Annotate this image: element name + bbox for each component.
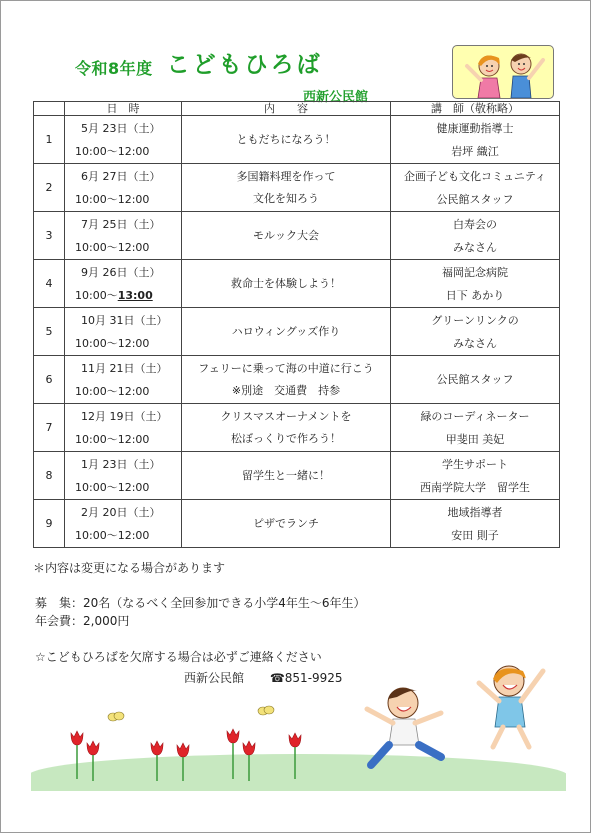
session-date: 11月 21日（土） <box>81 361 168 375</box>
session-date: 9月 26日（土） <box>81 265 161 279</box>
session-datetime <box>65 452 182 500</box>
session-lecturer <box>391 116 560 164</box>
session-number: 1 <box>34 116 65 164</box>
session-number: 4 <box>34 260 65 308</box>
table-row <box>34 164 560 212</box>
schedule-body <box>34 116 560 548</box>
session-content <box>182 500 391 548</box>
grass-ground <box>31 754 566 791</box>
organization-name: 西新公民館 <box>303 90 369 105</box>
session-datetime <box>65 116 182 164</box>
session-content <box>182 452 391 500</box>
session-datetime <box>65 212 182 260</box>
lecturer-line: 西南学院大学 留学生 <box>420 480 530 494</box>
title-year: 令和8年度 <box>75 59 153 78</box>
jumping-boy-icon <box>367 688 441 765</box>
kids-illustration-box <box>452 45 554 99</box>
page-title: こどもひろば <box>166 52 323 78</box>
session-time <box>75 380 181 403</box>
lecturer-line: みなさん <box>453 336 497 350</box>
session-datetime <box>65 500 182 548</box>
session-time-start: 10:00～12:00 <box>75 192 150 206</box>
contact-phone: ☎851-9925 <box>269 671 343 685</box>
lecturer-line: 福岡記念病院 <box>442 265 508 279</box>
waving-kids-icon <box>453 46 553 98</box>
session-lecturer <box>391 404 560 452</box>
session-content <box>182 116 391 164</box>
session-content <box>182 212 391 260</box>
session-content-line: フェリーに乗って海の中道に行こう <box>198 361 374 375</box>
session-time <box>75 476 181 499</box>
table-row <box>34 452 560 500</box>
table-row <box>34 116 560 164</box>
session-content-line: ※別途 交通費 持参 <box>231 383 341 397</box>
lecturer-line: 公民館スタッフ <box>436 192 514 206</box>
session-number: 8 <box>34 452 65 500</box>
session-content-line: モルック大会 <box>253 229 319 242</box>
session-time <box>75 284 181 307</box>
session-content <box>182 404 391 452</box>
session-time-start: 10:00～12:00 <box>75 528 150 542</box>
session-content <box>182 356 391 404</box>
session-lecturer <box>391 356 560 404</box>
session-lecturer <box>391 308 560 356</box>
session-content-line: クリスマスオーナメントを <box>220 409 352 423</box>
contact-name: 西新公民館 <box>184 671 245 685</box>
annual-fee: 年会費：2,000円 <box>35 614 130 628</box>
session-content-line: 文化を知ろう <box>253 191 319 205</box>
session-time-start: 10:00～12:00 <box>75 336 150 350</box>
session-time-start: 10:00～12:00 <box>75 240 150 254</box>
session-lecturer <box>391 260 560 308</box>
lecturer-line: みなさん <box>453 240 497 254</box>
lecturer-line: 公民館スタッフ <box>436 373 514 386</box>
session-content-line: ピザでランチ <box>253 517 319 530</box>
lecturer-line: 岩坪 織江 <box>451 144 499 158</box>
recruit-info: 募 集：20名（なるべく全回参加できる小学4年生～6年生） <box>35 596 366 610</box>
session-time-start: 10:00～12:00 <box>75 432 150 446</box>
tulip-kids-illustration <box>31 661 566 791</box>
session-lecturer <box>391 212 560 260</box>
session-content-line: 救命士を体験しよう！ <box>231 277 341 290</box>
schedule-table <box>33 101 560 548</box>
session-time-start: 10:00～12:00 <box>75 144 150 158</box>
tulip-flowers-icon <box>71 729 301 757</box>
lecturer-line: 日下 あかり <box>445 288 505 302</box>
table-row <box>34 260 560 308</box>
session-lecturer <box>391 164 560 212</box>
session-number: 6 <box>34 356 65 404</box>
lecturer-line: 安田 則子 <box>451 528 499 542</box>
lecturer-line: 白寿会の <box>453 217 497 231</box>
session-date: 2月 20日（土） <box>81 505 161 519</box>
session-number: 7 <box>34 404 65 452</box>
session-date: 12月 19日（土） <box>81 409 168 423</box>
session-date: 7月 25日（土） <box>81 217 161 231</box>
session-number: 5 <box>34 308 65 356</box>
lecturer-line: 健康運動指導士 <box>436 121 514 135</box>
table-row <box>34 404 560 452</box>
session-content <box>182 260 391 308</box>
lecturer-line: 甲斐田 美妃 <box>445 432 505 446</box>
session-content-line: 留学生と一緒に！ <box>242 469 330 482</box>
session-time-start: 10:00～ <box>75 288 118 302</box>
lecturer-line: 学生サポート <box>442 457 508 471</box>
session-number: 2 <box>34 164 65 212</box>
absence-notice: ☆こどもひろばを欠席する場合は必ずご連絡ください <box>35 650 322 664</box>
col-header-lecturer: 講 師（敬称略） <box>391 102 560 116</box>
session-date: 1月 23日（土） <box>81 457 161 471</box>
table-header-row <box>34 102 560 116</box>
session-time <box>75 188 181 211</box>
session-time-start: 10:00～12:00 <box>75 384 150 398</box>
session-date: 10月 31日（土） <box>81 313 168 327</box>
session-time-end-highlight: 13:00 <box>117 288 153 302</box>
session-content-line: 松ぼっくりで作ろう！ <box>231 431 341 445</box>
session-time-start: 10:00～12:00 <box>75 480 150 494</box>
table-row <box>34 500 560 548</box>
session-time <box>75 524 181 547</box>
table-row <box>34 308 560 356</box>
session-datetime <box>65 260 182 308</box>
session-date: 6月 27日（土） <box>81 169 161 183</box>
session-datetime <box>65 356 182 404</box>
col-header-datetime: 日 時 <box>65 102 182 116</box>
session-date: 5月 23日（土） <box>81 121 161 135</box>
session-time <box>75 428 181 451</box>
session-time <box>75 140 181 163</box>
table-row <box>34 356 560 404</box>
session-content-line: ともだちになろう！ <box>236 133 336 146</box>
col-header-content: 内 容 <box>182 102 391 116</box>
lecturer-line: 企画子ども文化コミュニティ <box>404 169 546 183</box>
session-number: 9 <box>34 500 65 548</box>
session-lecturer <box>391 500 560 548</box>
session-number: 3 <box>34 212 65 260</box>
session-lecturer <box>391 452 560 500</box>
change-notice: ＊内容は変更になる場合があります <box>33 561 226 575</box>
jumping-girl-icon <box>479 666 543 747</box>
session-datetime <box>65 308 182 356</box>
lecturer-line: 地域指導者 <box>447 505 503 519</box>
lecturer-line: グリーンリンクの <box>431 313 519 327</box>
session-time <box>75 236 181 259</box>
lecturer-line: 緑のコーディネーター <box>420 409 530 423</box>
session-time <box>75 332 181 355</box>
table-row <box>34 212 560 260</box>
title-block <box>75 49 323 79</box>
session-content-line: ハロウィングッズ作り <box>231 325 341 338</box>
col-header-number <box>34 102 65 116</box>
session-content-line: 多国籍料理を作って <box>236 169 336 183</box>
butterfly-icon <box>108 706 274 721</box>
session-content <box>182 164 391 212</box>
session-datetime <box>65 164 182 212</box>
session-datetime <box>65 404 182 452</box>
session-content <box>182 308 391 356</box>
